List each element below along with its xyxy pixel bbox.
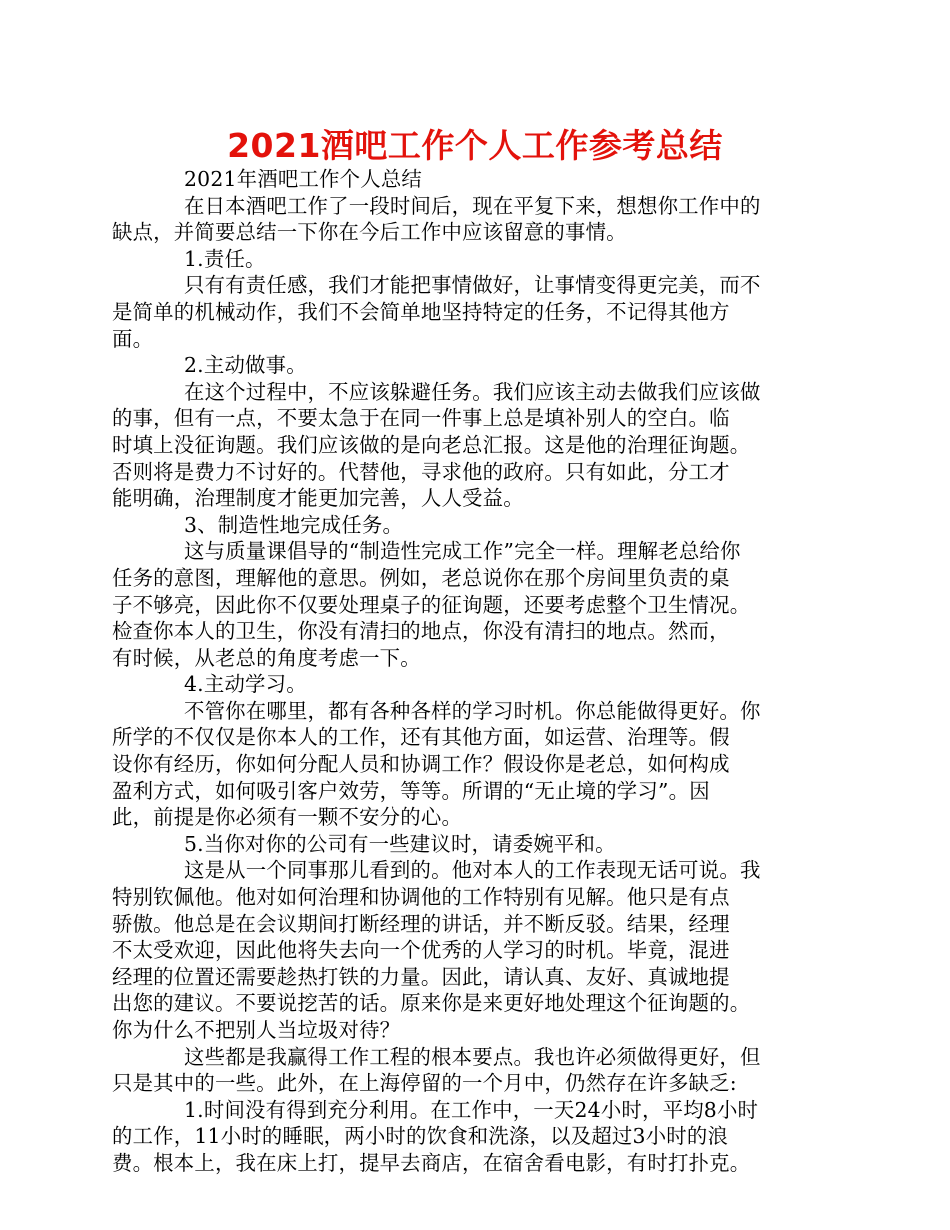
- text-line: 只是其中的一些。此外，在上海停留的一个月中，仍然存在许多缺乏:: [112, 1071, 737, 1096]
- text-line: 检查你本人的卫生，你没有清扫的地点，你没有清扫的地点。然而，: [112, 619, 730, 644]
- text-line: 任务的意图，理解他的意思。例如，老总说你在那个房间里负责的桌: [112, 565, 730, 590]
- text-line: 这些都是我赢得工作工程的根本要点。我也许必须做得更好，但: [184, 1044, 761, 1069]
- text-line: 此，前提是你必须有一颗不安分的心。: [112, 805, 463, 830]
- text-line: 骄傲。他总是在会议期间打断经理的讲话，并不断反驳。结果，经理: [112, 911, 730, 936]
- text-line: 你为什么不把别人当垃圾对待？: [112, 1018, 401, 1042]
- text-line: 不太受欢迎，因此他将失去向一个优秀的人学习的时机。毕竟，混进: [112, 938, 730, 963]
- text-line: 这与质量课倡导的“制造性完成工作”完全一样。理解老总给你: [184, 539, 741, 564]
- text-line: 4.主动学习。: [184, 672, 307, 697]
- text-line: 时填上没征询题。我们应该做的是向老总汇报。这是他的治理征询题。: [112, 432, 751, 457]
- text-line: 这是从一个同事那儿看到的。他对本人的工作表现无话可说。我: [184, 858, 761, 883]
- text-line: 是简单的机械动作，我们不会简单地坚持特定的任务，不记得其他方: [112, 299, 730, 324]
- text-line: 子不够亮，因此你不仅要处理桌子的征询题，还要考虑整个卫生情况。: [112, 592, 751, 617]
- text-line: 在这个过程中，不应该躲避任务。我们应该主动去做我们应该做: [184, 379, 761, 404]
- text-line: 的事，但有一点，不要太急于在同一件事上总是填补别人的空白。临: [112, 406, 730, 431]
- text-line: 1.时间没有得到充分利用。在工作中，一天24小时，平均8小时: [184, 1097, 759, 1122]
- text-line: 面。: [112, 326, 154, 351]
- text-line: 只有有责任感，我们才能把事情做好，让事情变得更完美，而不: [184, 273, 761, 298]
- text-line: 设你有经历，你如何分配人员和协调工作？假设你是老总，如何构成: [112, 752, 730, 777]
- text-line: 缺点，并简要总结一下你在今后工作中应该留意的事情。: [112, 220, 627, 245]
- text-line: 的工作，11小时的睡眠，两小时的饮食和洗涤，以及超过3小时的浪: [112, 1124, 729, 1149]
- document-title: 2021酒吧工作个人工作参考总结: [227, 126, 723, 165]
- text-line: 能明确，治理制度才能更加完善，人人受益。: [112, 486, 524, 511]
- text-line: 盈利方式，如何吸引客户效劳，等等。所谓的“无止境的学习”。因: [112, 778, 710, 803]
- text-line: 特别钦佩他。他对如何治理和协调他的工作特别有见解。他只是有点: [112, 885, 730, 910]
- text-line: 在日本酒吧工作了一段时间后，现在平复下来，想想你工作中的: [184, 193, 761, 218]
- text-line: 1.责任。: [184, 246, 266, 271]
- text-line: 3、制造性地完成任务。: [184, 512, 404, 537]
- text-line: 否则将是费力不讨好的。代替他，寻求他的政府。只有如此，分工才: [112, 459, 730, 484]
- text-line: 5.当你对你的公司有一些建议时，请委婉平和。: [184, 831, 616, 856]
- text-line: 2.主动做事。: [184, 353, 307, 378]
- text-line: 出您的建议。不要说挖苦的话。原来你是来更好地处理这个征询题的。: [112, 991, 751, 1016]
- document-body: [112, 166, 838, 1177]
- text-line: 费。根本上，我在床上打，提早去商店，在宿舍看电影，有时打扑克。: [112, 1150, 751, 1175]
- text-line: 所学的不仅仅是你本人的工作，还有其他方面，如运营、治理等。假: [112, 725, 730, 750]
- text-line: 经理的位置还需要趁热打铁的力量。因此，请认真、友好、真诚地提: [112, 964, 730, 989]
- text-line: 有时候，从老总的角度考虑一下。: [112, 645, 421, 670]
- text-line: 2021年酒吧工作个人总结: [184, 167, 423, 191]
- text-line: 不管你在哪里，都有各种各样的学习时机。你总能做得更好。你: [184, 698, 761, 723]
